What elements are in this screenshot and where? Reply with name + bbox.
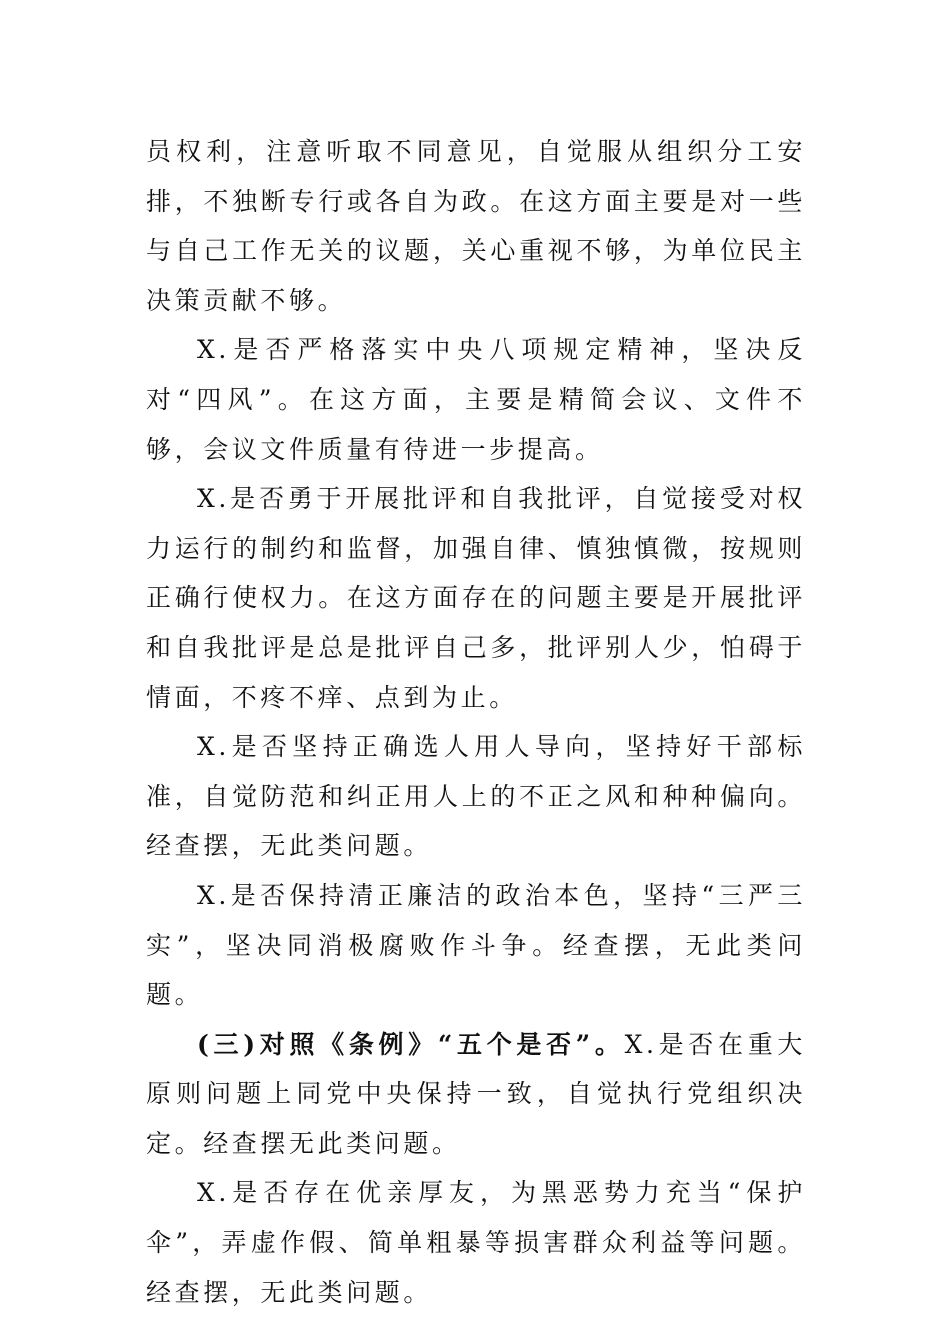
paragraph-4: [146, 722, 806, 871]
document-body: [146, 127, 806, 1317]
paragraph-2-text: X.是否严格落实中央八项规定精神，坚决反对“四风”。在这方面，主要是精简会议、文件不够，会议文件质量有待进一步提高。: [146, 335, 806, 464]
paragraph-7: [146, 1168, 806, 1317]
paragraph-1: [146, 127, 806, 325]
paragraph-7-text: X.是否存在优亲厚友，为黑恶势力充当“保护伞”，弄虚作假、简单粗暴等损害群众利益等问题。经查摆，无此类问题。: [146, 1178, 806, 1307]
paragraph-6-text: X.是否在重大原则问题上同党中央保持一致，自觉执行党组织决定。经查摆无此类问题。: [146, 1029, 806, 1158]
paragraph-5-text: X.是否保持清正廉洁的政治本色，坚持“三严三实”，坚决同消极腐败作斗争。经查摆，无此类问题。: [146, 880, 806, 1010]
paragraph-2: [146, 325, 806, 474]
paragraph-4-text: X.是否坚持正确选人用人导向，坚持好干部标准，自觉防范和纠正用人上的不正之风和种种偏向。经查摆，无此类问题。: [146, 732, 806, 861]
paragraph-3-text: X.是否勇于开展批评和自我批评，自觉接受对权力运行的制约和监督，加强自律、慎独慎微，按规则正确行使权力。在这方面存在的问题主要是开展批评和自我批评是总是批评自己多，批评别人少，怕碍于情面，不疼不痒、点到为止。: [146, 484, 806, 712]
paragraph-3: [146, 474, 806, 722]
paragraph-5: [146, 871, 806, 1020]
paragraph-6: [146, 1020, 806, 1169]
section-heading-3: (三)对照《条例》“五个是否”。: [197, 1029, 625, 1059]
paragraph-1-text: 员权利，注意听取不同意见，自觉服从组织分工安排，不独断专行或各自为政。在这方面主要是对一些与自己工作无关的议题，关心重视不够，为单位民主决策贡献不够。: [146, 137, 806, 315]
